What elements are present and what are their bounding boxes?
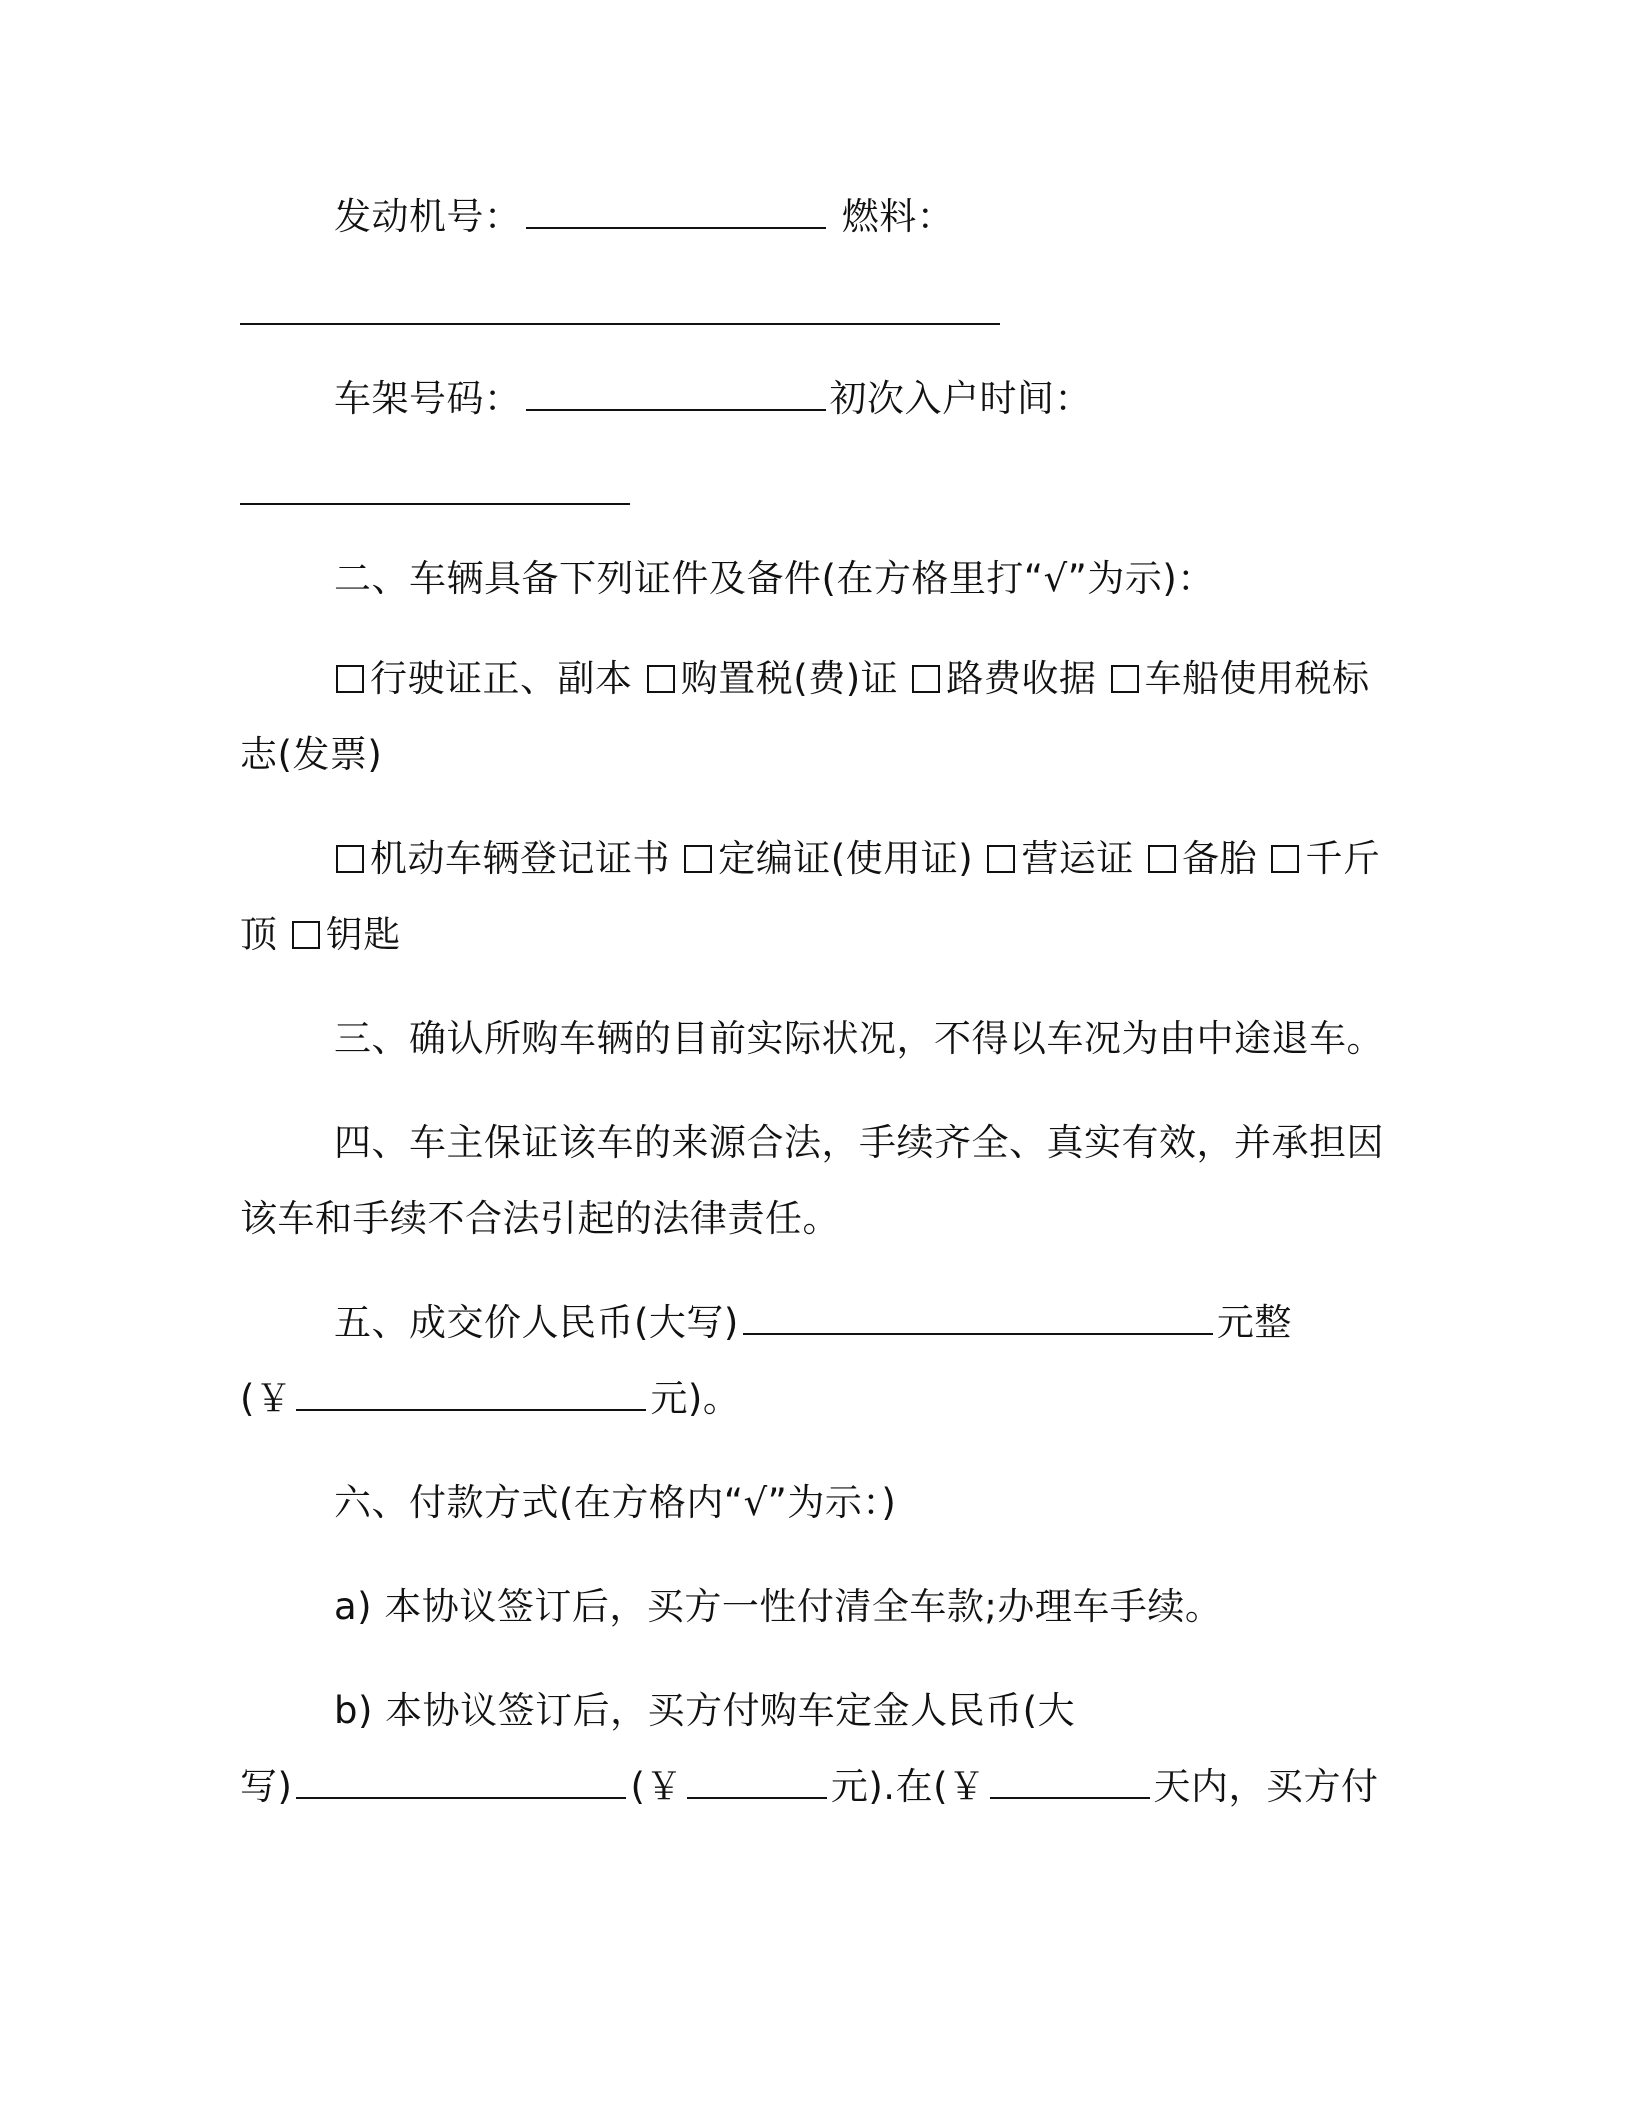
engine-number-blank[interactable] [526,197,826,229]
price-number-suffix: 元)。 [650,1377,741,1420]
chassis-number-label: 车架号码： [334,377,522,420]
deposit-number-label: (￥ [630,1765,683,1808]
section-2-items-row-2 [334,834,1424,884]
engine-line [334,192,1424,242]
section-6-option-a: a) 本协议签订后，买方一性付清全车款;办理车手续。 [334,1585,1223,1628]
fuel-blank-line [240,288,1420,338]
chassis-line [334,374,1424,424]
fuel-blank[interactable] [240,293,1000,325]
price-uppercase-label: 五、成交价人民币(大写) [334,1301,739,1344]
price-uppercase-suffix: 元整 [1216,1301,1292,1344]
deposit-days-blank[interactable] [990,1767,1150,1799]
price-uppercase-blank[interactable] [743,1303,1213,1335]
checkbox-icon[interactable] [1111,665,1139,693]
section-2-items-row-1-cont: 志(发票) [240,733,383,776]
first-registration-blank[interactable] [240,473,630,505]
checkbox-icon[interactable] [1271,845,1299,873]
checkbox-icon[interactable] [684,845,712,873]
checkbox-item-spare-tire[interactable] [1146,837,1257,880]
checkbox-label: 路费收据 [946,657,1097,700]
engine-number-label: 发动机号： [334,195,522,238]
deposit-uppercase-label: 写) [240,1765,293,1808]
checkbox-item-purchase-tax[interactable] [645,657,898,700]
section-5-line-2 [240,1374,1420,1424]
section-6-title: 六、付款方式(在方格内“√”为示：) [334,1481,897,1524]
section-4-line-1: 四、车主保证该车的来源合法，手续齐全、真实有效，并承担因 [334,1121,1384,1164]
section-3: 三、确认所购车辆的目前实际状况，不得以车况为由中途退车。 [334,1017,1384,1060]
checkbox-icon[interactable] [912,665,940,693]
jack-label-cont: 顶 [240,913,278,956]
checkbox-item-capacity-cert[interactable] [682,837,973,880]
checkbox-item-jack[interactable] [1269,837,1380,880]
checkbox-label: 定编证(使用证) [718,837,974,880]
checkbox-icon[interactable] [336,845,364,873]
section-2-items-row-2-cont [240,910,1420,960]
checkbox-label: 行驶证正、副本 [370,657,633,700]
deposit-number-blank[interactable] [687,1767,827,1799]
checkbox-label: 钥匙 [325,913,401,956]
checkbox-icon[interactable] [647,665,675,693]
checkbox-label: 车船使用税标 [1144,657,1370,700]
chassis-number-blank[interactable] [526,379,826,411]
deposit-uppercase-blank[interactable] [296,1767,626,1799]
deposit-days-suffix: 天内，买方付 [1153,1765,1379,1808]
checkbox-item-keys[interactable] [290,913,401,956]
checkbox-label: 营运证 [1021,837,1134,880]
section-5-line-1 [334,1298,1424,1348]
section-4-line-2: 该车和手续不合法引起的法律责任。 [240,1197,840,1240]
fuel-label: 燃料： [841,195,955,238]
section-2-items-row-1 [334,654,1424,704]
checkbox-icon[interactable] [1148,845,1176,873]
price-number-label: (￥ [240,1377,293,1420]
price-number-blank[interactable] [296,1379,646,1411]
checkbox-label: 购置税(费)证 [680,657,899,700]
checkbox-item-vehicle-tax[interactable] [1109,657,1370,700]
checkbox-icon[interactable] [292,921,320,949]
section-2-title: 二、车辆具备下列证件及备件(在方格里打“√”为示)： [334,557,1215,600]
checkbox-item-operation-cert[interactable] [985,837,1134,880]
checkbox-item-toll-receipt[interactable] [910,657,1096,700]
section-6-option-b-line-1: b) 本协议签订后，买方付购车定金人民币(大 [334,1689,1076,1732]
first-registration-blank-line [240,468,1420,518]
checkbox-label: 机动车辆登记证书 [370,837,670,880]
checkbox-item-license[interactable] [334,657,633,700]
deposit-days-label: 元).在(￥ [830,1765,986,1808]
first-registration-label: 初次入户时间： [829,377,1092,420]
checkbox-label: 备胎 [1182,837,1258,880]
section-6-option-b-line-2 [240,1762,1420,1812]
checkbox-label: 千斤 [1305,837,1381,880]
checkbox-icon[interactable] [336,665,364,693]
checkbox-item-registration-cert[interactable] [334,837,670,880]
checkbox-icon[interactable] [987,845,1015,873]
